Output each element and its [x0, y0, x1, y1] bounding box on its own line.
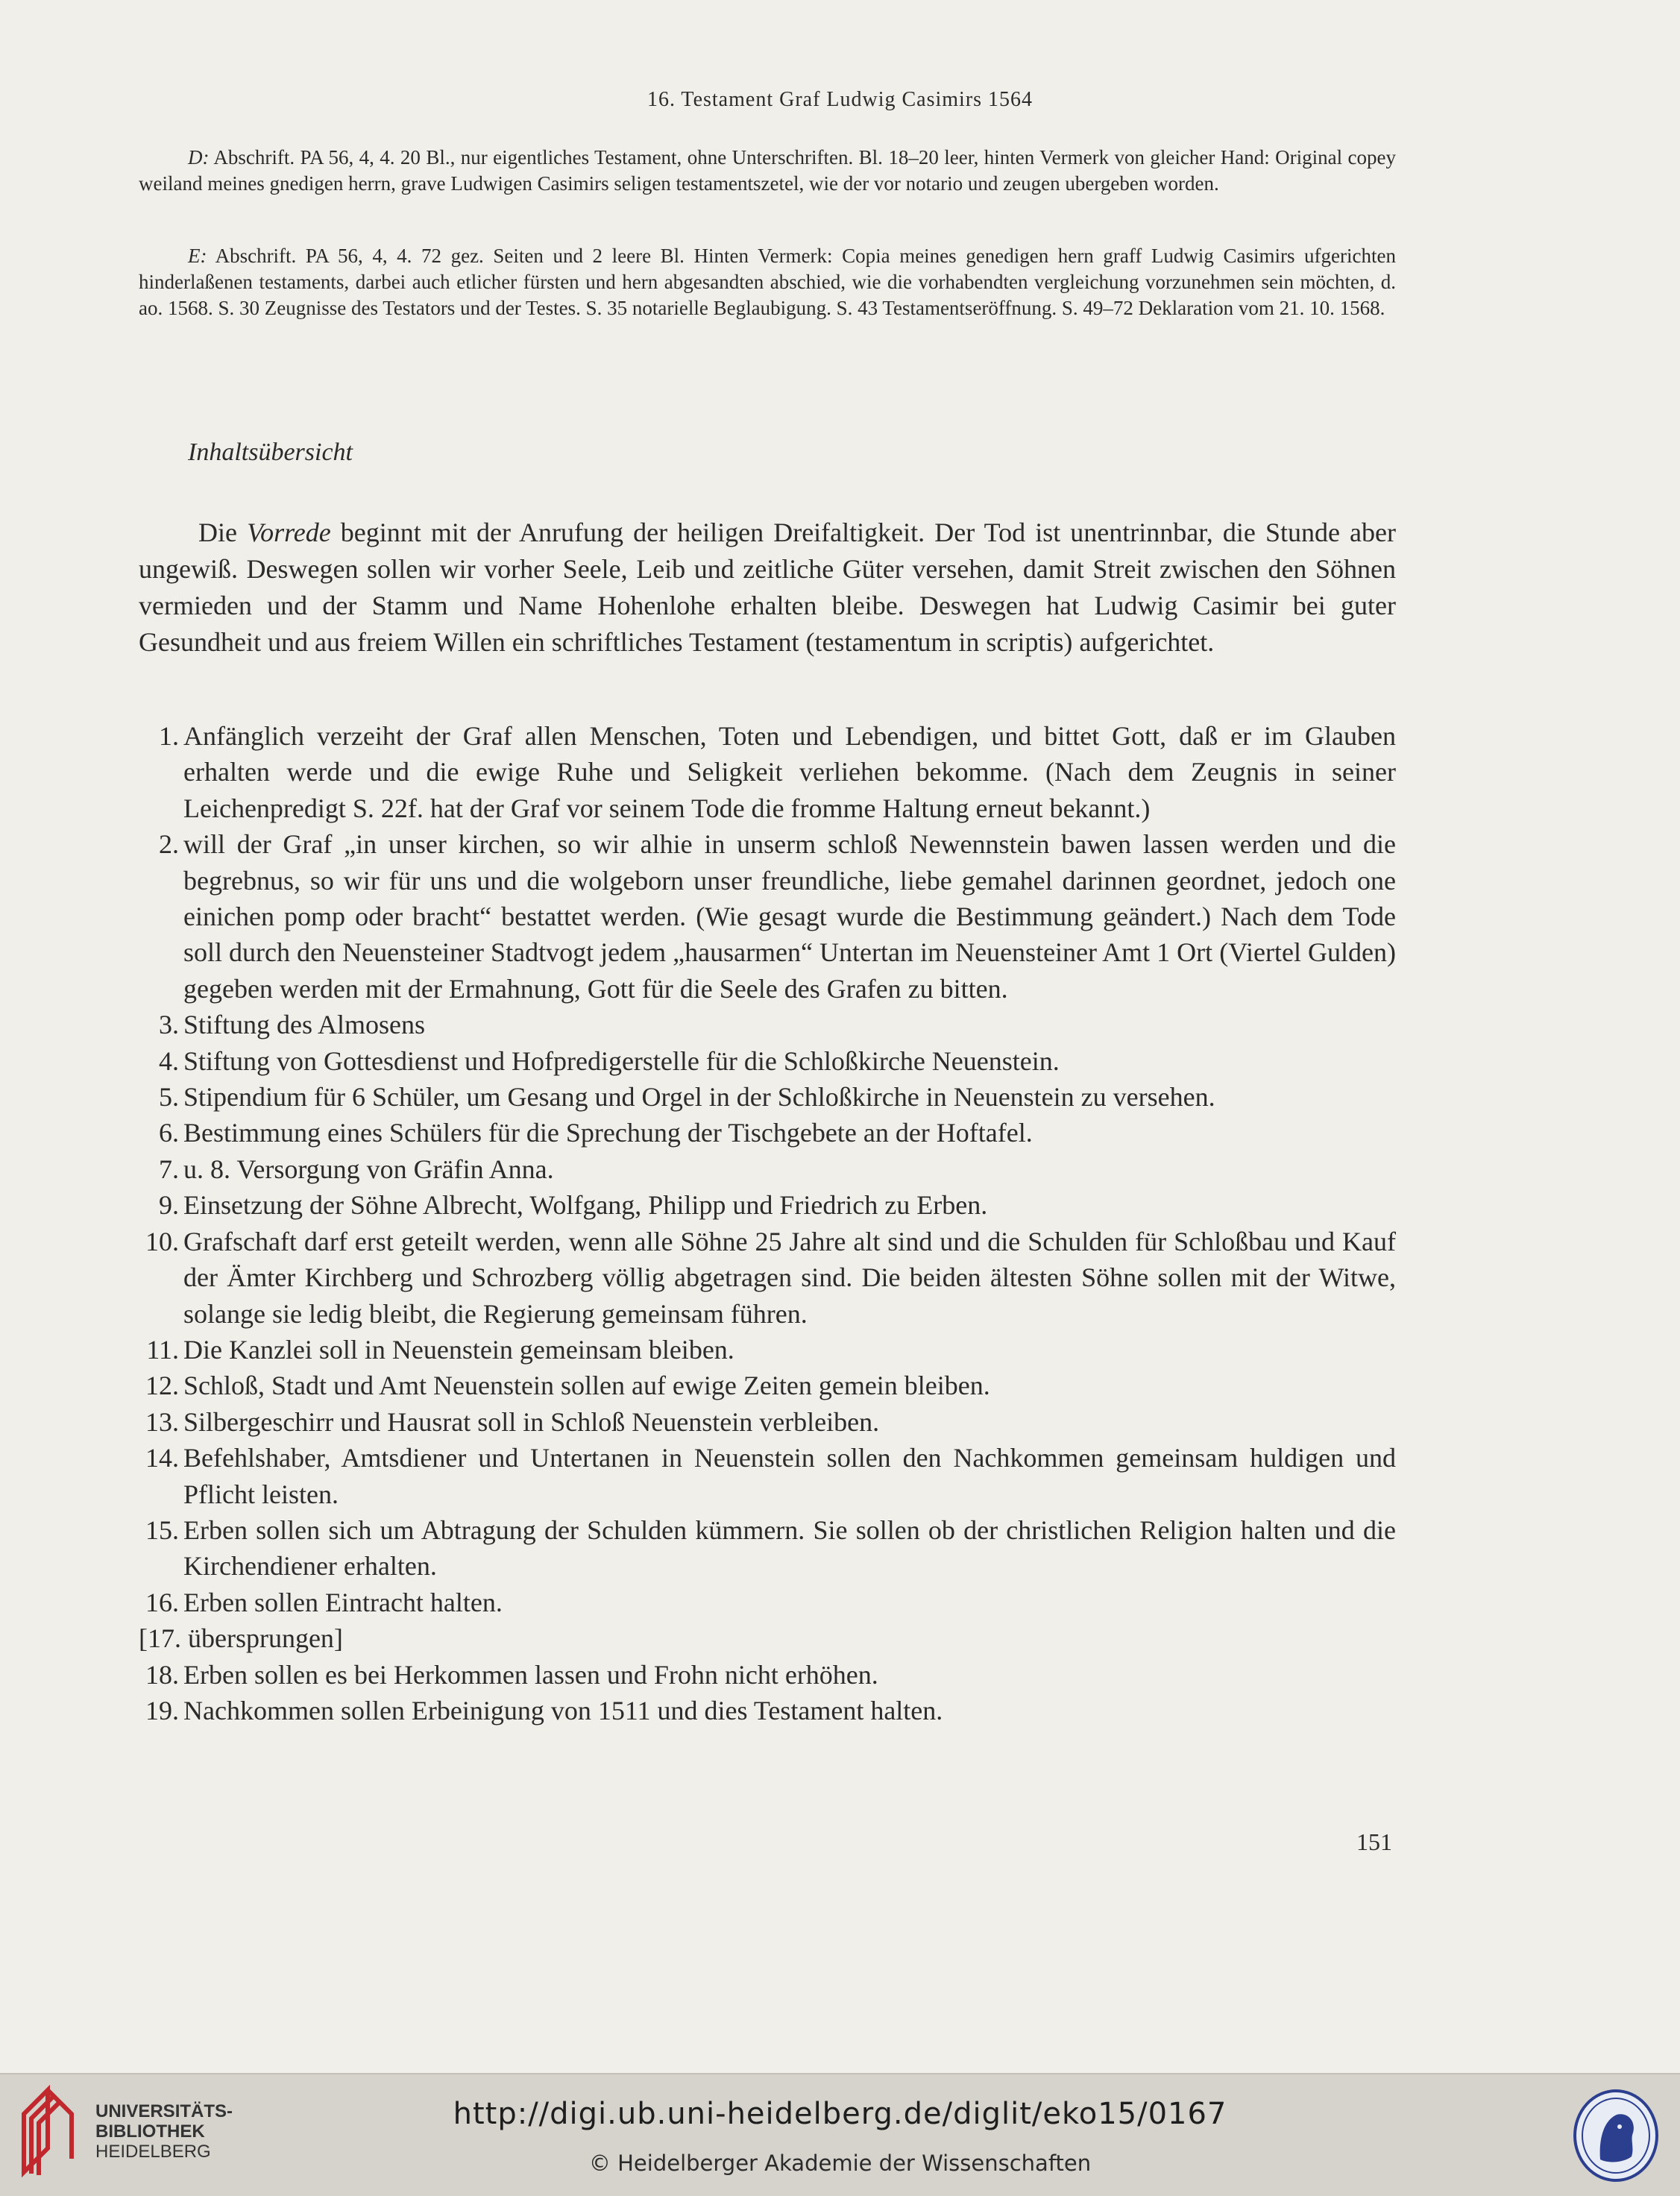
copyright-notice: © Heidelberger Akademie der Wissenschaften: [588, 2151, 1092, 2176]
permalink-url[interactable]: http://digi.ub.uni-heidelberg.de/diglit/eko15/0167: [453, 2097, 1227, 2131]
source-note-d: [139, 145, 1396, 197]
item-text: Die Kanzlei soll in Neuenstein gemeinsam bleiben.: [183, 1334, 734, 1365]
note-text: Abschrift. PA 56, 4, 4. 20 Bl., nur eigentliches Testament, ohne Unterschriften. Bl. 18–20 leer, hinten Vermerk von gleicher Hand: Original copey weiland meines gnedigen herrn, grave Ludwigen Casimirs seligen testamentszetel, wie der vor notario und zeugen ubergeben worden.: [139, 146, 1396, 195]
list-item: [139, 1043, 1396, 1079]
list-item: [139, 1007, 1396, 1042]
library-name-line: HEIDELBERG: [95, 2142, 211, 2162]
item-number: 14.: [145, 1443, 179, 1473]
item-number: 5.: [159, 1082, 179, 1113]
item-text: Stiftung des Almosens: [183, 1010, 426, 1040]
item-number: 2.: [159, 829, 179, 860]
intro-text: Die: [198, 517, 248, 547]
item-text: Erben sollen es bei Herkommen lassen und Frohn nicht erhöhen.: [183, 1659, 878, 1690]
item-number: 12.: [145, 1371, 179, 1401]
item-number: 3.: [159, 1010, 179, 1040]
item-text: Anfänglich verzeiht der Graf allen Menschen, Toten und Lebendigen, und bittet Gott, daß er im Glauben erhalten werde und die ewige Ruhe und Seligkeit verliehen bekomme. (Nach dem Zeugnis in seiner Leichenpredigt S. 22f. hat der Graf vor seinem Tode die fromme Haltung erneut bekannt.): [183, 721, 1396, 823]
list-item: [139, 1368, 1396, 1403]
list-item: [139, 1693, 1396, 1728]
list-item: [139, 1187, 1396, 1223]
list-item: [139, 1079, 1396, 1115]
library-name-line: UNIVERSITÄTS-: [95, 2101, 233, 2121]
note-text: Abschrift. PA 56, 4, 4. 72 gez. Seiten und 2 leere Bl. Hinten Vermerk: Copia meines genedigen hern graff Ludwig Casimirs ufgerichten hinderlaßenen testaments, darbei auch etlicher fürsten und hern abgesandten abschied, wie die vorhabendten vergleichung vorzunehmen sein möchten, d. ao. 1568. S. 30 Zeugnisse des Testators und der Testes. S. 35 notarielle Beglaubigung. S. 43 Testamentseröffnung. S. 49–72 Deklaration vom 21. 10. 1568.: [139, 245, 1396, 319]
academy-seal-icon: [1572, 2088, 1660, 2183]
item-number: 1.: [159, 721, 179, 751]
item-text: Erben sollen sich um Abtragung der Schulden kümmern. Sie sollen ob der christlichen Religion halten und die Kirchendiener erhalten.: [183, 1514, 1396, 1582]
list-item: [139, 1440, 1396, 1512]
item-text: Silbergeschirr und Hausrat soll in Schloß Neuenstein verbleiben.: [183, 1406, 880, 1437]
item-number: 15.: [145, 1514, 179, 1545]
item-text: [17. übersprungen]: [139, 1623, 343, 1654]
item-text: Nachkommen sollen Erbeinigung von 1511 und dies Testament halten.: [183, 1695, 943, 1725]
footer-bar: [0, 2073, 1680, 2196]
item-number: 18.: [145, 1659, 179, 1690]
running-head: 16. Testament Graf Ludwig Casimirs 1564: [646, 88, 1034, 111]
item-number: 13.: [145, 1406, 179, 1437]
item-text: Einsetzung der Söhne Albrecht, Wolfgang, Philipp und Friedrich zu Erben.: [183, 1190, 988, 1221]
item-number: 11.: [146, 1334, 179, 1365]
list-item: [139, 1512, 1396, 1585]
item-number: 16.: [145, 1587, 179, 1617]
item-text: Befehlshaber, Amtsdiener und Untertanen in Neuenstein sollen den Nachkommen gemeinsam huldigen und Pflicht leisten.: [183, 1443, 1396, 1509]
item-text: Stiftung von Gottesdienst und Hofpredigerstelle für die Schloßkirche Neuenstein.: [183, 1045, 1060, 1076]
list-item: [139, 1151, 1396, 1187]
list-item: [139, 1224, 1396, 1332]
item-text: Grafschaft darf erst geteilt werden, wenn alle Söhne 25 Jahre alt sind und die Schulden für Schloßbau und Kauf der Ämter Kirchberg und Schrozberg völlig abgetragen sind. Die beiden ältesten Söhne sollen mit der Witwe, solange sie ledig bleibt, die Regierung gemeinsam führen.: [183, 1226, 1396, 1329]
item-number: 19.: [145, 1695, 179, 1725]
note-siglum: E:: [188, 245, 207, 267]
item-text: Erben sollen Eintracht halten.: [183, 1587, 503, 1617]
list-item: [139, 1620, 1396, 1656]
intro-emphasis: Vorrede: [247, 517, 331, 547]
summary-list: [139, 718, 1396, 1728]
item-number: 6.: [159, 1118, 179, 1148]
item-number: 4.: [159, 1045, 179, 1076]
section-heading: Inhaltsübersicht: [188, 438, 353, 466]
item-number: 9.: [159, 1190, 179, 1221]
item-number: 10.: [145, 1226, 179, 1256]
item-text: Stipendium für 6 Schüler, um Gesang und Orgel in der Schloßkirche in Neuenstein zu versehen.: [183, 1082, 1215, 1113]
item-text: Bestimmung eines Schülers für die Sprechung der Tischgebete an der Hoftafel.: [183, 1118, 1033, 1148]
list-item: [139, 1585, 1396, 1620]
list-item: [139, 1332, 1396, 1368]
item-text: Schloß, Stadt und Amt Neuenstein sollen auf ewige Zeiten gemein bleiben.: [183, 1371, 990, 1401]
library-name-line: BIBLIOTHEK: [95, 2121, 205, 2142]
intro-text: beginnt mit der Anrufung der heiligen Dreifaltigkeit. Der Tod ist unentrinnbar, die Stunde aber ungewiß. Deswegen sollen wir vorher Seele, Leib und zeitliche Güter versehen, damit Streit zwischen den Söhnen vermieden und der Stamm und Name Hohenlohe erhalten bleibe. Deswegen hat Ludwig Casimir bei guter Gesundheit und aus freiem Willen ein schriftliches Testament (testamentum in scriptis) aufgerichtet.: [139, 517, 1396, 657]
item-number: 7.: [159, 1154, 179, 1184]
list-item: [139, 1115, 1396, 1151]
list-item: [139, 1657, 1396, 1693]
item-text: u. 8. Versorgung von Gräfin Anna.: [183, 1154, 554, 1184]
source-note-e: [139, 243, 1396, 321]
list-item: [139, 718, 1396, 826]
note-siglum: D:: [188, 146, 210, 169]
list-item: [139, 826, 1396, 1007]
list-item: [139, 1404, 1396, 1440]
intro-paragraph: [139, 515, 1396, 661]
item-text: will der Graf „in unser kirchen, so wir alhie in unserm schloß Newennstein bawen lassen werden und die begrebnus, so wir für uns und die wolgeborn unser freundliche, liebe gemahel darinnen geordnet, jedoch one einichen pomp oder bracht“ bestattet werden. (Wie gesagt wurde die Bestimmung geändert.) Nach dem Tode soll durch den Neuensteiner Stadtvogt jedem „hausarmen“ Untertan im Neuensteiner Amt 1 Ort (Viertel Gulden) gegeben werden mit der Ermahnung, Gott für die Seele des Grafen zu bitten.: [183, 829, 1396, 1004]
page-number: 151: [1356, 1828, 1392, 1855]
